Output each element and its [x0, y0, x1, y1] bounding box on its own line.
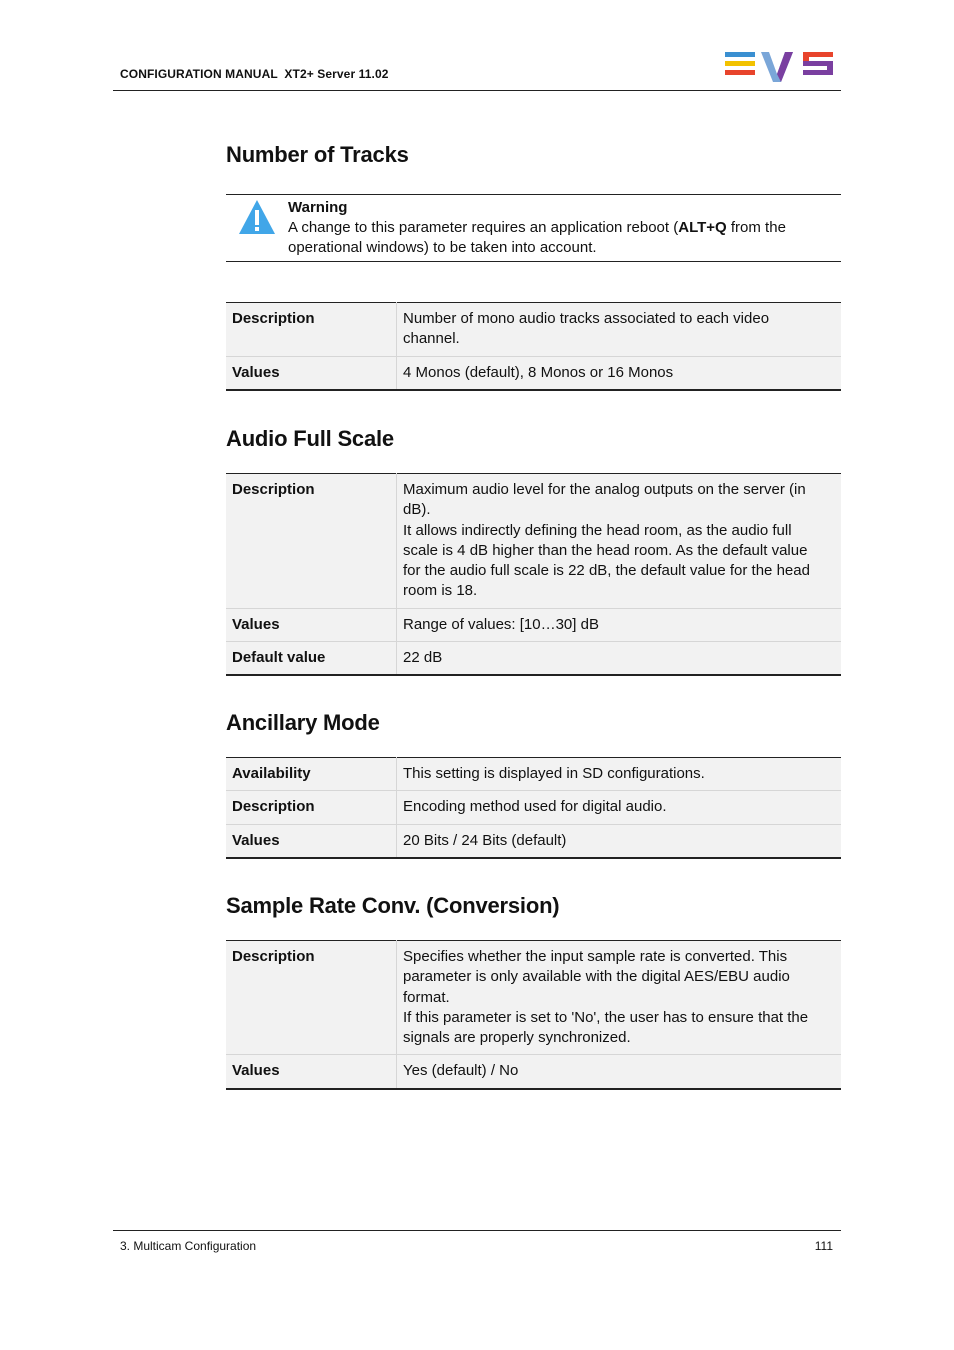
warning-text: A change to this parameter requires an application reboot (ALT+Q from the operational windows) to be taken into account.	[288, 219, 786, 256]
row-key: Default value	[226, 642, 397, 676]
page-footer	[113, 1230, 841, 1261]
parameter-table-number-of-tracks	[226, 302, 841, 391]
parameter-table-sample-rate-conv	[226, 940, 841, 1090]
row-value: Encoding method used for digital audio.	[397, 791, 842, 824]
parameter-table-ancillary-mode	[226, 757, 841, 859]
row-key: Description	[226, 791, 397, 824]
row-value: Maximum audio level for the analog outputs on the server (in dB). It allows indirectly defining the head room, as the audio full scale is 4 dB higher than the head room. As the default value for the audio full scale is 22 dB, the default value for the head room is 18.	[397, 474, 842, 609]
page-header	[113, 48, 841, 91]
section-audio-full-scale	[226, 426, 841, 452]
row-value: This setting is displayed in SD configurations.	[397, 758, 842, 791]
row-value: Specifies whether the input sample rate is converted. This parameter is only available with the digital AES/EBU audio format. If this parameter is set to 'No', the user has to ensure that the signals are properly synchronized.	[397, 941, 842, 1055]
row-key: Values	[226, 1055, 397, 1089]
footer-chapter: 3. Multicam Configuration	[120, 1239, 257, 1253]
row-key: Description	[226, 303, 397, 357]
table-row	[226, 642, 841, 676]
row-value: Yes (default) / No	[397, 1055, 842, 1089]
row-key: Values	[226, 356, 397, 390]
row-key: Values	[226, 824, 397, 858]
row-key: Availability	[226, 758, 397, 791]
table-row	[226, 1055, 841, 1089]
section-heading: Ancillary Mode	[226, 710, 380, 735]
row-value: 22 dB	[397, 642, 842, 676]
row-value: Range of values: [10…30] dB	[397, 608, 842, 641]
table-row	[226, 758, 841, 791]
table-row	[226, 608, 841, 641]
warning-box	[226, 194, 841, 262]
section-heading: Number of Tracks	[226, 142, 409, 167]
document-title: CONFIGURATION MANUAL XT2+ Server 11.02	[120, 67, 389, 81]
parameter-table-audio-full-scale	[226, 473, 841, 676]
row-value: 20 Bits / 24 Bits (default)	[397, 824, 842, 858]
row-key: Description	[226, 941, 397, 1055]
table-row	[226, 941, 841, 1055]
page-number: 111	[814, 1239, 833, 1253]
warning-icon	[238, 199, 276, 235]
row-value: 4 Monos (default), 8 Monos or 16 Monos	[397, 356, 842, 390]
warning-title: Warning	[288, 199, 348, 216]
section-ancillary-mode	[226, 710, 841, 736]
section-number-of-tracks	[226, 142, 841, 168]
row-value: Number of mono audio tracks associated to each video channel.	[397, 303, 842, 357]
section-heading: Audio Full Scale	[226, 426, 394, 451]
table-row	[226, 356, 841, 390]
table-row	[226, 474, 841, 609]
table-row	[226, 303, 841, 357]
section-sample-rate-conv	[226, 893, 841, 919]
row-key: Values	[226, 608, 397, 641]
table-row	[226, 824, 841, 858]
evs-logo	[725, 52, 835, 82]
table-row	[226, 791, 841, 824]
section-heading: Sample Rate Conv. (Conversion)	[226, 893, 560, 918]
row-key: Description	[226, 474, 397, 609]
